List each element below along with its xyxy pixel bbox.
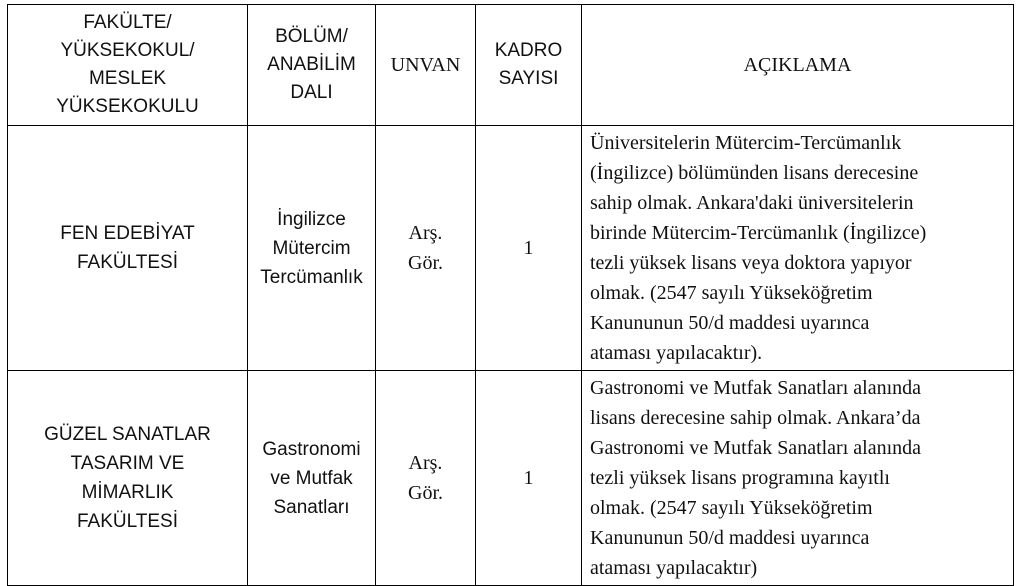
bolum-line: ve Mutfak <box>270 467 353 489</box>
fakulte-line: FAKÜLTESİ <box>76 252 178 273</box>
fakulte-line: MİMARLIK <box>81 482 174 503</box>
aciklama-line: birinde Mütercim-Tercümanlık (İngilizce) <box>590 222 927 244</box>
header-bolum <box>248 5 376 126</box>
aciklama-line: Üniversitelerin Mütercim-Tercümanlık <box>590 132 902 154</box>
aciklama-line: (İngilizce) bölümünden lisans derecesine <box>590 162 919 184</box>
header-fakulte-line: YÜKSEKOKUL/ <box>60 40 195 61</box>
aciklama-line: sahip olmak. Ankara'daki üniversitelerin <box>590 192 914 214</box>
aciklama-line: ataması yapılacaktır). <box>590 342 763 364</box>
unvan-line: Gör. <box>408 482 443 504</box>
unvan-line: Arş. <box>408 452 443 474</box>
bolum-cell <box>248 126 376 371</box>
fakulte-line: TASARIM VE <box>70 453 185 474</box>
aciklama-cell <box>582 126 1014 371</box>
fakulte-cell <box>8 126 248 371</box>
header-kadro-line: KADRO <box>494 40 563 61</box>
bolum-line: İngilizce <box>277 208 346 230</box>
bolum-line: Mütercim <box>272 237 351 259</box>
header-fakulte-line: YÜKSEKOKULU <box>56 96 199 117</box>
unvan-line: Arş. <box>408 222 443 244</box>
kadro-cell: 1 <box>476 371 582 586</box>
fakulte-line: FEN EDEBİYAT <box>60 223 195 244</box>
aciklama-line: Kanununun 50/d maddesi uyarınca <box>590 312 870 334</box>
kadro-table <box>7 4 1014 586</box>
header-fakulte-line: MESLEK <box>88 68 167 89</box>
table-row <box>8 126 1014 371</box>
unvan-cell <box>376 126 476 371</box>
fakulte-line: FAKÜLTESİ <box>76 511 178 532</box>
header-unvan: UNVAN <box>376 5 476 126</box>
aciklama-line: olmak. (2547 sayılı Yükseköğretim <box>590 497 873 519</box>
fakulte-line: GÜZEL SANATLAR <box>44 424 211 445</box>
header-kadro-line: SAYISI <box>498 68 559 89</box>
header-bolum-line: ANABİLİM <box>267 54 356 75</box>
table-row <box>8 371 1014 586</box>
aciklama-line: olmak. (2547 sayılı Yükseköğretim <box>590 282 873 304</box>
header-bolum-line: BÖLÜM/ <box>275 26 348 47</box>
bolum-cell <box>248 371 376 586</box>
kadro-cell: 1 <box>476 126 582 371</box>
aciklama-line: ataması yapılacaktır) <box>590 557 758 579</box>
unvan-cell <box>376 371 476 586</box>
unvan-line: Gör. <box>408 252 443 274</box>
bolum-line: Gastronomi <box>262 438 361 460</box>
header-fakulte <box>8 5 248 126</box>
header-row <box>8 5 1014 126</box>
header-bolum-line: DALI <box>290 82 333 103</box>
aciklama-line: lisans derecesine sahip olmak. Ankara’da <box>590 407 921 429</box>
header-fakulte-line: FAKÜLTE/ <box>83 12 172 33</box>
header-aciklama: AÇIKLAMA <box>582 5 1014 126</box>
fakulte-cell <box>8 371 248 586</box>
header-kadro <box>476 5 582 126</box>
aciklama-line: Gastronomi ve Mutfak Sanatları alanında <box>590 377 922 399</box>
bolum-line: Sanatları <box>273 496 350 518</box>
aciklama-line: tezli yüksek lisans veya doktora yapıyor <box>590 252 912 274</box>
aciklama-cell <box>582 371 1014 586</box>
aciklama-line: tezli yüksek lisans programına kayıtlı <box>590 467 890 489</box>
aciklama-line: Gastronomi ve Mutfak Sanatları alanında <box>590 437 922 459</box>
bolum-line: Tercümanlık <box>260 266 363 288</box>
aciklama-line: Kanununun 50/d maddesi uyarınca <box>590 527 870 549</box>
